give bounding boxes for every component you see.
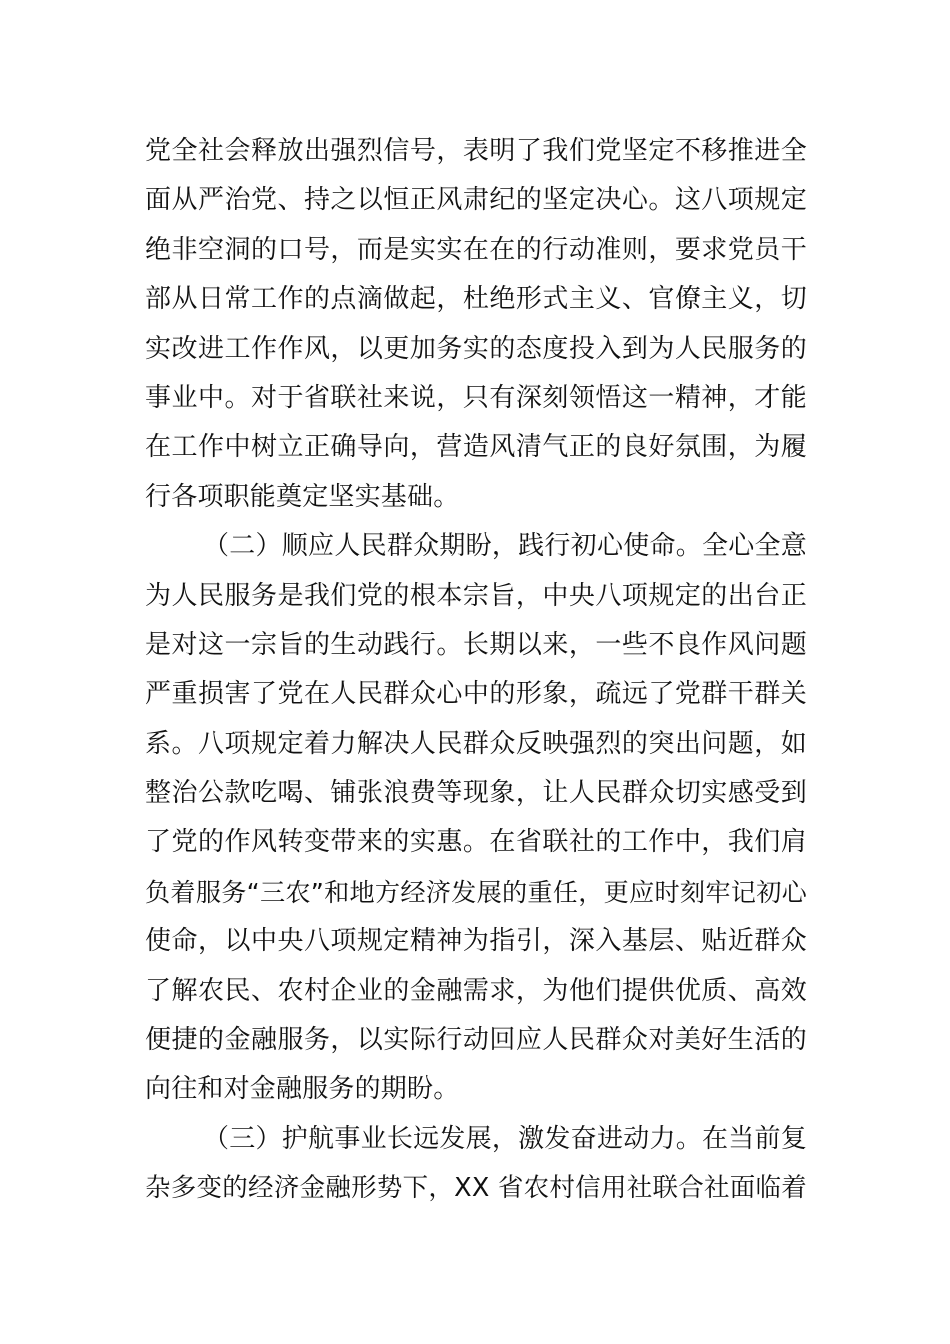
text-line-paragraph-end: 行各项职能奠定坚实基础。 xyxy=(145,481,460,512)
text-line: 了解农民、农村企业的金融需求，为他们提供优质、高效 xyxy=(145,975,807,1006)
text-line: 杂多变的经济金融形势下，XX 省农村信用社联合社面临着 xyxy=(145,1173,807,1204)
text-line: 系。八项规定着力解决人民群众反映强烈的突出问题，如 xyxy=(145,728,807,759)
document-body xyxy=(145,127,807,1214)
text-line: 了党的作风转变带来的实惠。在省联社的工作中，我们肩 xyxy=(145,827,807,858)
text-line: 部从日常工作的点滴做起，杜绝形式主义、官僚主义，切 xyxy=(145,284,807,315)
text-line-paragraph-start: （二）顺应人民群众期盼，践行初心使命。全心全意 xyxy=(203,531,807,562)
text-line: 实改进工作作风，以更加务实的态度投入到为人民服务的 xyxy=(145,333,807,364)
text-line-paragraph-end: 向往和对金融服务的期盼。 xyxy=(145,1074,460,1105)
text-line: 在工作中树立正确导向，营造风清气正的良好氛围，为履 xyxy=(145,432,807,463)
text-line: 党全社会释放出强烈信号，表明了我们党坚定不移推进全 xyxy=(145,136,807,166)
text-line: 是对这一宗旨的生动践行。长期以来，一些不良作风问题 xyxy=(145,629,807,660)
text-line: 绝非空洞的口号，而是实实在在的行动准则，要求党员干 xyxy=(145,234,807,265)
text-line: 负着服务“三农”和地方经济发展的重任，更应时刻牢记初心 xyxy=(145,877,807,907)
text-line: 面从严治党、持之以恒正风肃纪的坚定决心。这八项规定 xyxy=(145,185,807,216)
text-line: 便捷的金融服务，以实际行动回应人民群众对美好生活的 xyxy=(145,1025,807,1056)
text-line: 使命，以中央八项规定精神为指引，深入基层、贴近群众 xyxy=(145,926,807,957)
text-line-paragraph-start: （三）护航事业长远发展，激发奋进动力。在当前复 xyxy=(203,1123,807,1154)
text-line: 严重损害了党在人民群众心中的形象，疏远了党群干群关 xyxy=(145,679,807,710)
text-line: 事业中。对于省联社来说，只有深刻领悟这一精神，才能 xyxy=(145,382,807,413)
text-line: 为人民服务是我们党的根本宗旨，中央八项规定的出台正 xyxy=(145,580,807,611)
text-line: 整治公款吃喝、铺张浪费等现象，让人民群众切实感受到 xyxy=(145,778,807,809)
